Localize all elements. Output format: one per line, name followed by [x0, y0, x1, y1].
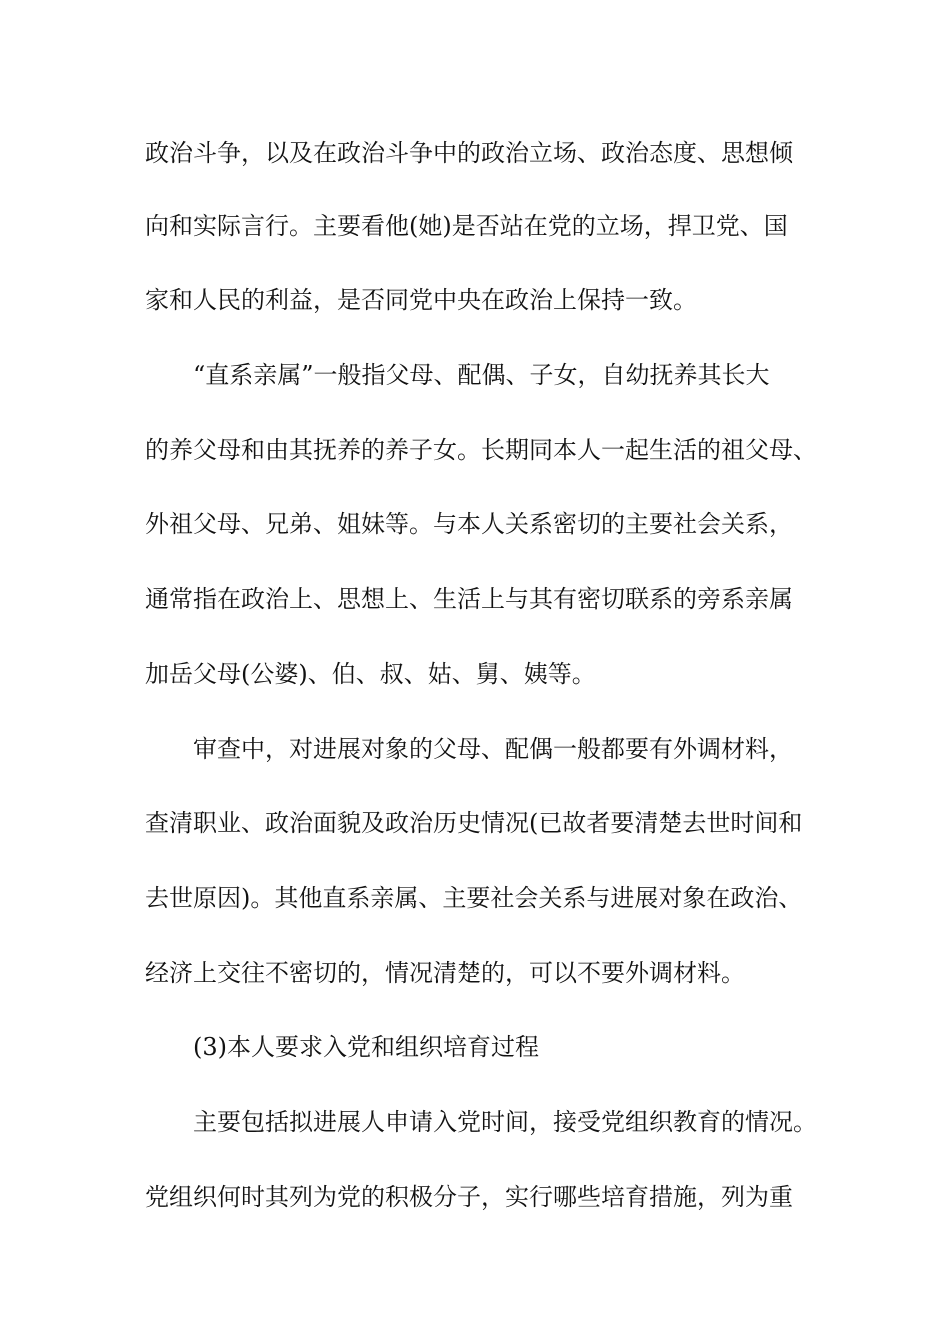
section-heading: (3)本人要求入党和组织培育过程	[193, 1033, 539, 1061]
text-line-8: 加岳父母(公婆)、伯、叔、姑、舅、姨等。	[145, 660, 596, 688]
text-line-11: 去世原因)。其他直系亲属、主要社会关系与进展对象在政治、	[145, 884, 803, 912]
text-line-2: 向和实际言行。主要看他(她)是否站在党的立场，捍卫党、国	[145, 212, 788, 240]
text-line-15: 党组织何时其列为党的积极分子，实行哪些培育措施，列为重	[145, 1183, 793, 1211]
text-line-7: 通常指在政治上、思想上、生活上与其有密切联系的旁系亲属	[145, 585, 793, 613]
text-line-4: “直系亲属”一般指父母、配偶、子女，自幼抚养其长大	[193, 361, 770, 389]
text-line-9: 审查中，对进展对象的父母、配偶一般都要有外调材料，	[193, 735, 793, 763]
text-line-3: 家和人民的利益，是否同党中央在政治上保持一致。	[145, 286, 697, 314]
text-line-14: 主要包括拟进展人申请入党时间，接受党组织教育的情况。	[193, 1108, 817, 1136]
text-line-5: 的养父母和由其抚养的养子女。长期同本人一起生活的祖父母、	[145, 436, 817, 464]
text-line-6: 外祖父母、兄弟、姐妹等。与本人关系密切的主要社会关系，	[145, 510, 793, 538]
text-line-1: 政治斗争，以及在政治斗争中的政治立场、政治态度、思想倾	[145, 139, 793, 167]
text-line-10: 查清职业、政治面貌及政治历史情况(已故者要清楚去世时间和	[145, 809, 803, 837]
text-line-12: 经济上交往不密切的，情况清楚的，可以不要外调材料。	[145, 959, 745, 987]
